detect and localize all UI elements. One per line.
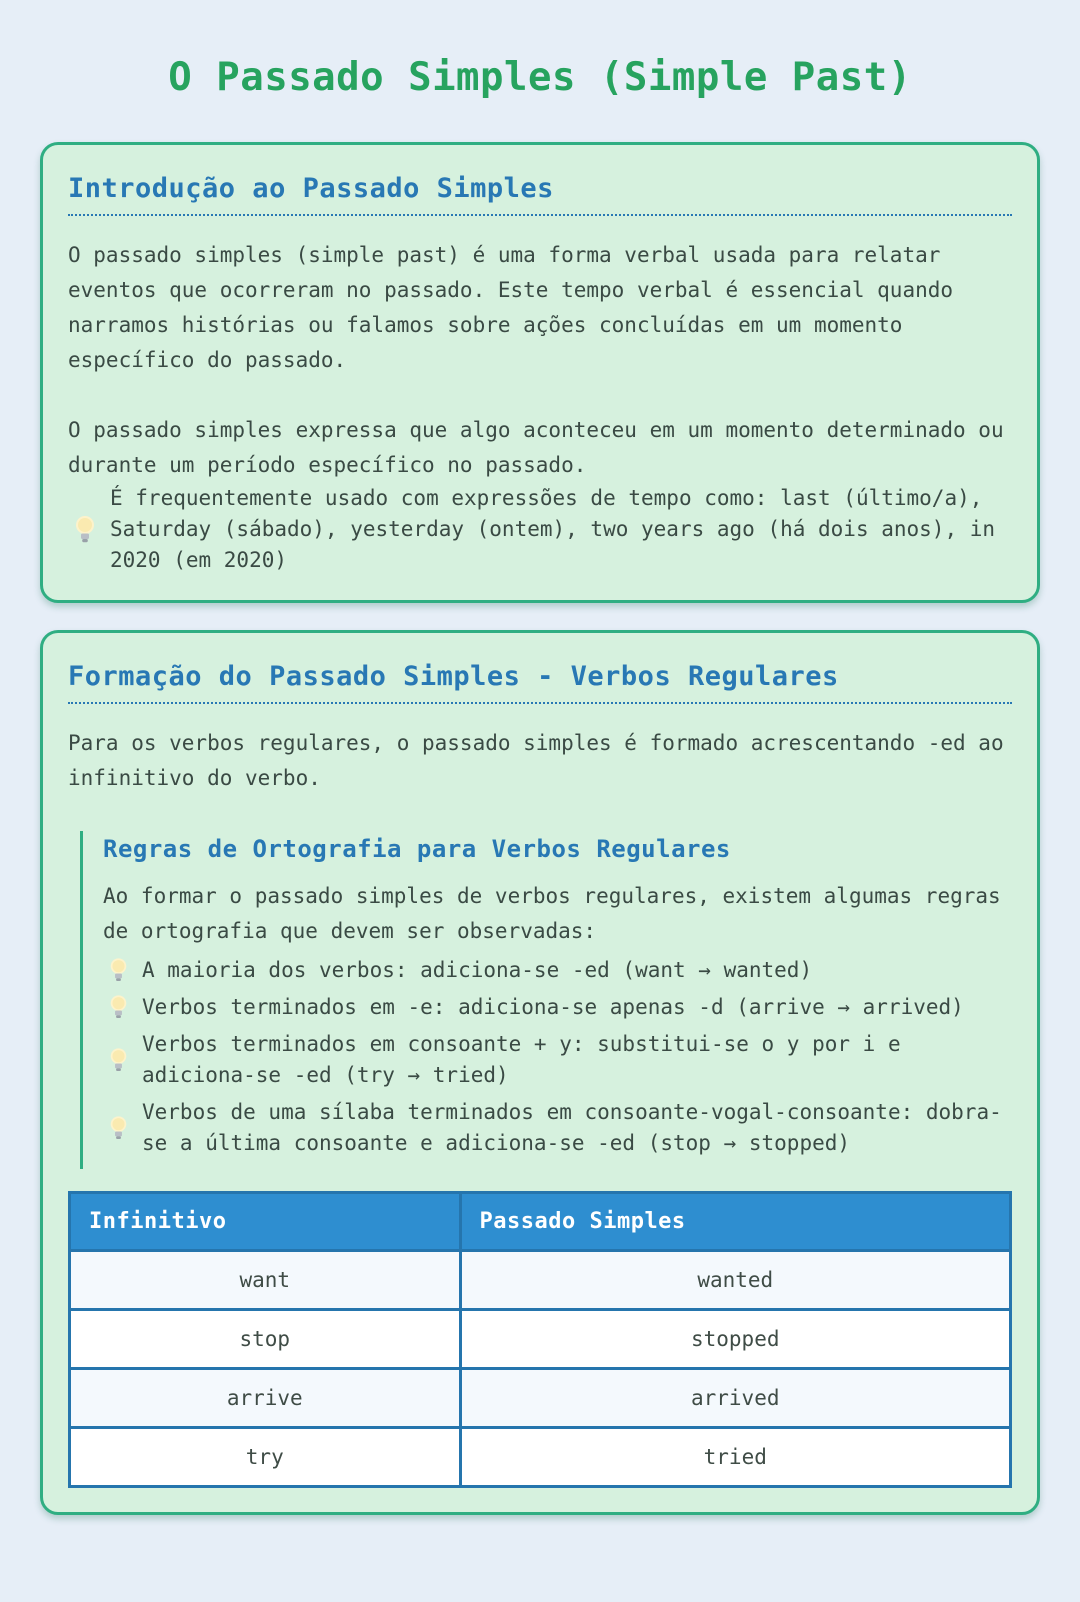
table-header-row — [70, 1193, 1011, 1251]
rule-item — [103, 955, 1012, 986]
cell-simple-past: tried — [460, 1428, 1011, 1487]
time-expressions-tip — [68, 483, 1012, 576]
lightbulb-icon — [109, 957, 128, 984]
spelling-rules-subsection — [80, 831, 1012, 1169]
formation-card — [40, 630, 1040, 1515]
spelling-rules-heading: Regras de Ortografia para Verbos Regulares — [103, 835, 731, 863]
tip-text: É frequentemente usado com expressões de tempo como: last (último/a), Saturday (sábado), yesterday (ontem), two years ago (há dois anos), in 2020 (em 2020) — [110, 486, 996, 572]
rule-item — [103, 1097, 1012, 1159]
spelling-rules-intro: Ao formar o passado simples de verbos regulares, existem algumas regras de ortografia que devem ser observadas: — [103, 884, 1001, 943]
cell-simple-past: stopped — [460, 1310, 1011, 1369]
cell-infinitive: try — [70, 1428, 461, 1487]
rule-text: Verbos terminados em -e: adiciona-se apenas -d (arrive → arrived) — [142, 995, 964, 1019]
page-title: O Passado Simples (Simple Past) — [168, 55, 912, 100]
cell-simple-past: wanted — [460, 1251, 1011, 1310]
column-header-infinitive: Infinitivo — [70, 1193, 461, 1251]
intro-paragraph-1: O passado simples (simple past) é uma forma verbal usada para relatar eventos que ocorreram no passado. Este tempo verbal é essencial quando narramos histórias ou falamos sobre ações concluídas em um momento específico do passado. — [68, 243, 954, 372]
formation-intro: Para os verbos regulares, o passado simples é formado acrescentando -ed ao infinitivo do verbo. — [68, 731, 1004, 790]
cell-infinitive: stop — [70, 1310, 461, 1369]
verbs-table-header — [70, 1193, 1011, 1251]
intro-card-heading: Introdução ao Passado Simples — [68, 169, 1012, 216]
rule-item — [103, 1029, 1012, 1091]
lightbulb-icon — [109, 1115, 128, 1142]
cell-infinitive: arrive — [70, 1369, 461, 1428]
table-row — [70, 1369, 1011, 1428]
column-header-simple-past: Passado Simples — [460, 1193, 1011, 1251]
rule-text: Verbos terminados em consoante + y: substitui-se o y por i e adiciona-se -ed (try → tried) — [142, 1032, 901, 1087]
spelling-rules-list — [103, 955, 1012, 1159]
intro-card — [40, 142, 1040, 603]
cell-infinitive: want — [70, 1251, 461, 1310]
table-row — [70, 1428, 1011, 1487]
intro-paragraph-2: O passado simples expressa que algo aconteceu em um momento determinado ou durante um período específico no passado. — [68, 418, 1004, 477]
lightbulb-icon — [109, 1047, 128, 1074]
formation-card-heading: Formação do Passado Simples - Verbos Regulares — [68, 657, 1012, 704]
table-row — [70, 1251, 1011, 1310]
rule-text: A maioria dos verbos: adiciona-se -ed (want → wanted) — [142, 958, 813, 982]
rule-text: Verbos de uma sílaba terminados em consoante-vogal-consoante: dobra-se a última consoante e adiciona-se -ed (stop → stopped) — [142, 1100, 1002, 1155]
rule-item — [103, 992, 1012, 1023]
lightbulb-icon — [109, 994, 128, 1021]
verbs-table-body — [70, 1251, 1011, 1487]
verbs-table — [68, 1191, 1012, 1488]
lightbulb-icon — [74, 515, 96, 545]
table-row — [70, 1310, 1011, 1369]
cell-simple-past: arrived — [460, 1369, 1011, 1428]
